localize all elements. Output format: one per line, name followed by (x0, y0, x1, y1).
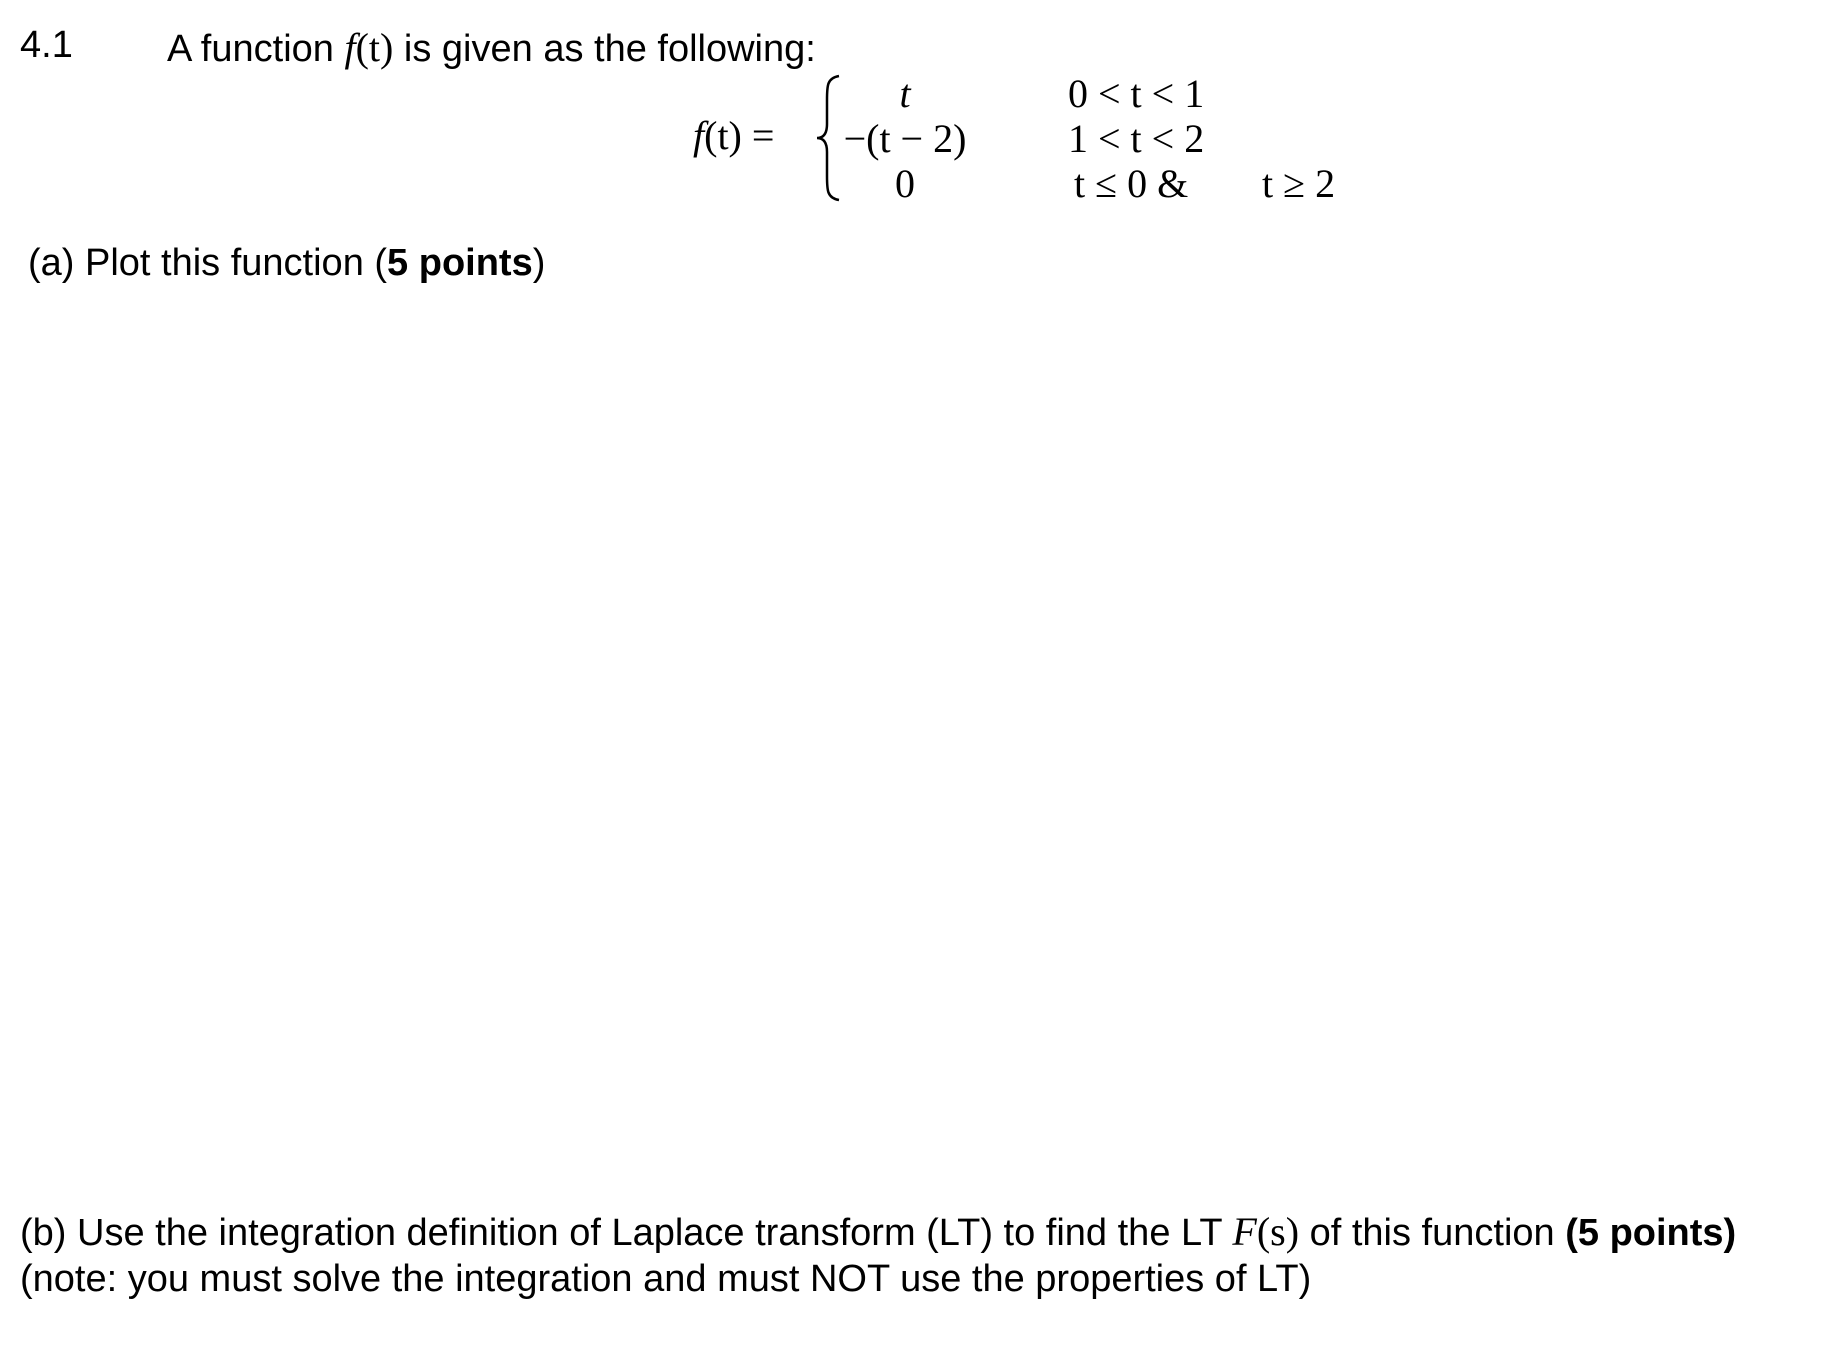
part-b-points: (5 points) (1565, 1212, 1737, 1254)
equation-lhs-rest: (t) = (704, 113, 775, 158)
case-3-condition-a: t ≤ 0 & (1074, 161, 1189, 206)
part-b-func-symbol: F (1232, 1209, 1257, 1254)
part-a-text: (a) Plot this function ( (28, 242, 388, 284)
part-b-prompt (20, 1208, 1736, 1255)
case-2-expression-text: −(t − 2) (843, 116, 967, 161)
intro-func-arg: (t) (355, 25, 394, 70)
question-intro (167, 24, 816, 71)
part-b-text-pre: (b) Use the integration definition of Laplace transform (LT) to find the LT (20, 1212, 1233, 1254)
intro-text-post: is given as the following: (393, 28, 816, 70)
equation-lhs-func: f (693, 113, 705, 158)
case-1-condition: 0 < t < 1 (1068, 71, 1205, 116)
question-number: 4.1 (20, 24, 73, 66)
intro-text-pre: A function (167, 28, 345, 70)
case-2-expression (830, 115, 980, 162)
case-3-expression: 0 (895, 161, 915, 206)
case-3-condition-b: t ≥ 2 (1262, 161, 1336, 206)
equation-lhs (693, 112, 774, 159)
part-a-prompt (28, 242, 545, 285)
part-b-text-post: of this function (1299, 1212, 1566, 1254)
case-1-expression: t (899, 71, 911, 116)
part-a-close: ) (532, 242, 546, 284)
case-2-condition: 1 < t < 2 (1068, 116, 1205, 161)
part-b-note: (note: you must solve the integration and must NOT use the properties of LT) (20, 1258, 1312, 1300)
part-a-points: 5 points (387, 242, 533, 284)
part-b-func-arg: (s) (1256, 1209, 1300, 1254)
intro-func-symbol: f (344, 25, 356, 70)
